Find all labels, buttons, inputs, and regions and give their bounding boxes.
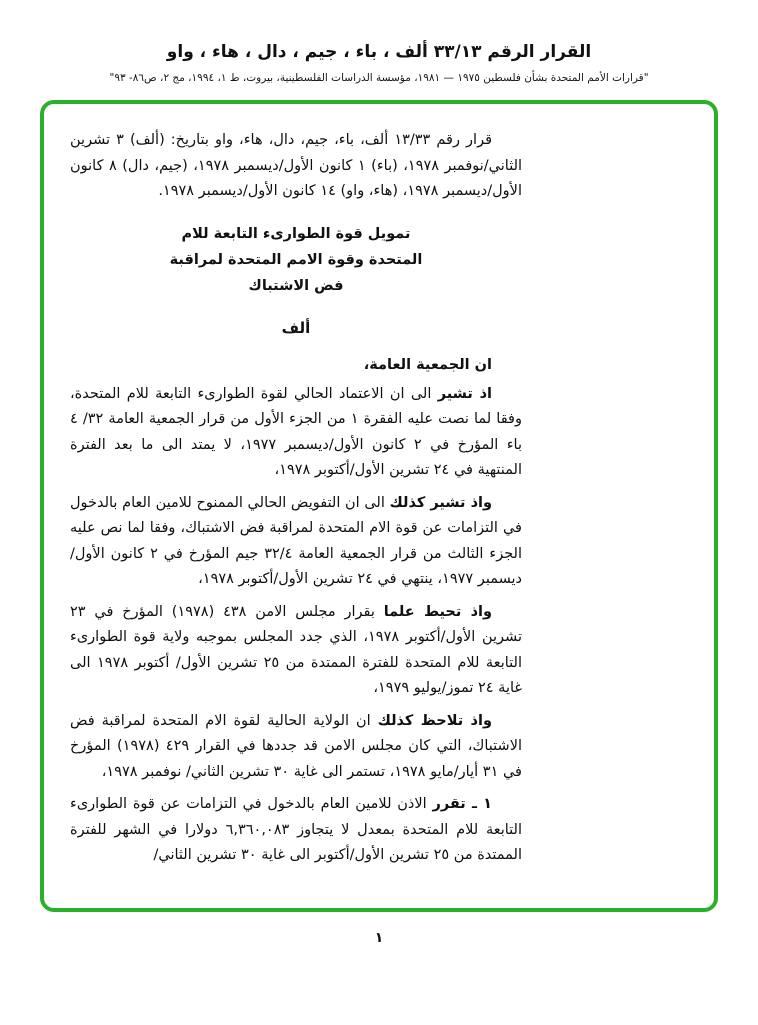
page-number: ١: [374, 930, 384, 946]
resolution-heading: [70, 221, 522, 299]
paragraph-2-text: الى ان التفويض الحالي الممنوح للامين العام بالدخول في التزامات عن قوة الام المتحدة لمراقبة فض الاشتباك، وفقا لما نص عليه الجزء الثالث من قرار الجمعية العامة ٣٢/٤ جيم المؤرخ في ٢ كانون الأول/ديسمبر ١٩٧٧، ينتهي في ٢٤ تشرين الأول/أكتوبر ١٩٧٨،: [70, 494, 522, 587]
paragraph-1-text: الى ان الاعتماد الحالي لقوة الطوارىء التابعة للام المتحدة، وفقا لما نصت عليه الفقرة ١ من الجزء الأول من قرار الجمعية العامة ٣٢/ ٤ باء المؤرخ في ٢ كانون الأول/ديسمبر ١٩٧٧، لا يمتد الى ما بعد الفترة المنتهية في ٢٤ تشرين الأول/أكتوبر ١٩٧٨،: [70, 385, 522, 478]
paragraph-4-lead: واذ تلاحظ كذلك: [377, 712, 492, 729]
resolution-intro-text: قرار رقم ١٣/٣٣ ألف، باء، جيم، دال، هاء، واو بتاريخ: (ألف) ٣ تشرين الثاني/نوفمبر ١٩٧٨، (باء) ١ كانون الأول/ديسمبر ١٩٧٨، (جيم، دال) ٨ كانون الأول/ديسمبر ١٩٧٨، (هاء، واو) ١٤ كانون الأول/ديسمبر ١٩٧٨.: [70, 132, 523, 199]
paragraph-1-lead: اذ تشير: [437, 385, 492, 402]
paragraph-3-text: بقرار مجلس الامن ٤٣٨ (١٩٧٨) المؤرخ في ٢٣ تشرين الأول/أكتوبر ١٩٧٨، الذي جدد المجلس بموجبه ولاية قوة الطوارىء التابعة للام المتحدة للفترة الممتدة من ٢٥ تشرين الأول/ أكتوبر ١٩٧٨ الى غاية ٢٤ تموز/يوليو ١٩٧٩،: [70, 603, 522, 696]
document-citation: "قرارات الأمم المتحدة بشأن فلسطين ١٩٧٥ — ١٩٨١، مؤسسة الدراسات الفلسطينية، بيروت، ط ١، ١٩٩٤، مج ٢، ص٨٦- ٩٣": [109, 72, 649, 84]
paragraph-5-lead: ١ ـ تقرر: [432, 796, 492, 812]
resolution-text-column: [70, 128, 522, 869]
heading-line-3: فض الاشتباك: [248, 277, 344, 294]
paragraph-4: [70, 709, 522, 786]
paragraph-5-text: الاذن للامين العام بالدخول في التزامات عن قوة الطوارىء التابعة للام المتحدة بمعدل لا يتجاوز ٦,٣٦٠,٠٨٣ دولارا في الشهر للفترة الممتدة من ٢٥ تشرين الأول/أكتوبر الى غاية ٣٠ تشرين الثاني/: [70, 796, 522, 863]
document-title: القرار الرقم ٣٣/١٣ ألف ، باء ، جيم ، دال ، هاء ، واو: [166, 42, 592, 62]
paragraph-3: [70, 600, 522, 702]
paragraph-1: [70, 382, 522, 484]
heading-line-2: المتحدة وقوة الامم المتحدة لمراقبة: [169, 251, 423, 268]
paragraph-2: [70, 491, 522, 593]
paragraph-4-text: ان الولاية الحالية لقوة الام المتحدة لمراقبة فض الاشتباك، التي كان مجلس الامن قد جددها في القرار ٤٢٩ (١٩٧٨) المؤرخ في ٣١ أيار/مايو ١٩٧٨، تستمر الى غاية ٣٠ تشرين الثاني/ نوفمبر ١٩٧٨،: [70, 712, 522, 780]
paragraph-3-lead: واذ تحيط علما: [383, 603, 493, 620]
resolution-box: [40, 100, 718, 912]
heading-line-1: تمويل قوة الطوارىء التابعة للام: [181, 225, 411, 242]
preamble-lead: ان الجمعية العامة،: [363, 356, 492, 373]
paragraph-5: [70, 792, 522, 869]
paragraph-2-lead: واذ تشير كذلك: [389, 494, 492, 511]
section-letter: ألف: [281, 318, 311, 337]
document-header: [0, 0, 758, 84]
resolution-intro-paragraph: [70, 128, 522, 205]
